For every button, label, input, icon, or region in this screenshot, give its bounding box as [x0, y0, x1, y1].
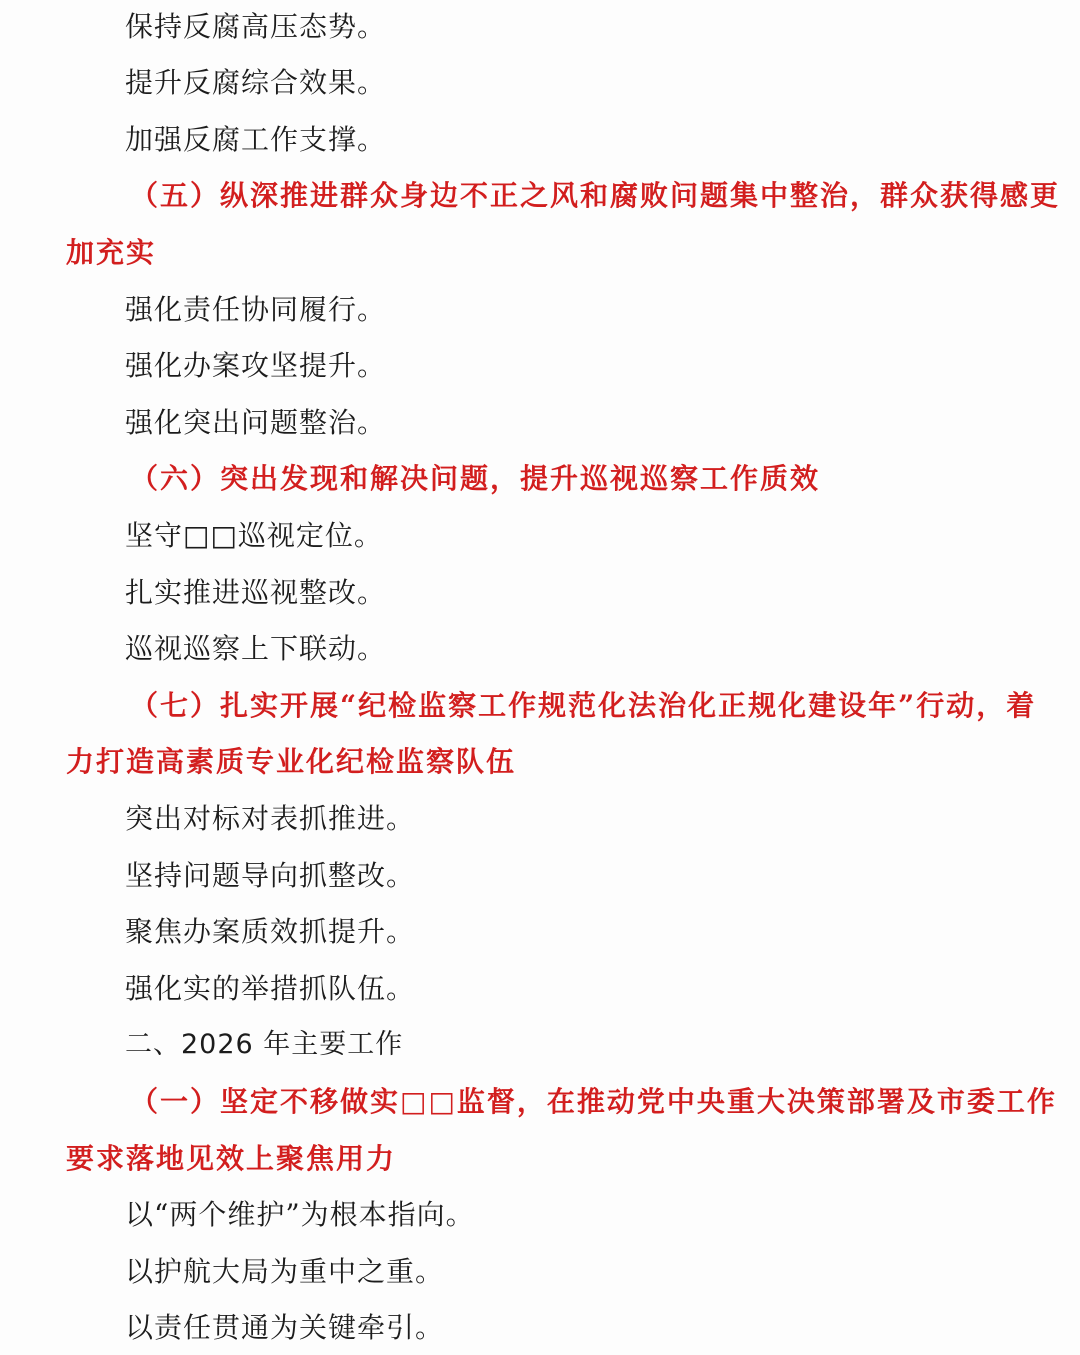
paragraph-line: 强化责任协同履行。	[125, 293, 387, 326]
paragraph-line: 加强反腐工作支撑。	[125, 123, 387, 156]
paragraph-line: 保持反腐高压态势。	[125, 10, 387, 43]
subheading-1: （一）坚定不移做实□□监督，在推动党中央重大决策部署及市委工作	[130, 1085, 1057, 1118]
paragraph-line: 聚焦办案质效抓提升。	[125, 915, 416, 948]
subheading-6: （六）突出发现和解决问题，提升巡视巡察工作质效	[130, 462, 821, 495]
subheading-1-continued: 要求落地见效上聚焦用力	[66, 1142, 397, 1175]
paragraph-line: 提升反腐综合效果。	[125, 66, 387, 99]
subheading-7-continued: 力打造高素质专业化纪检监察队伍	[66, 745, 517, 778]
subheading-7: （七）扎实开展“纪检监察工作规范化法治化正规化建设年”行动，着	[130, 689, 1037, 722]
paragraph-line: 突出对标对表抓推进。	[125, 802, 416, 835]
paragraph-line: 强化实的举措抓队伍。	[125, 972, 416, 1005]
paragraph-line: 巡视巡察上下联动。	[125, 632, 387, 665]
paragraph-line: 以责任贯通为关键牵引。	[125, 1311, 445, 1344]
subheading-5: （五）纵深推进群众身边不正之风和腐败问题集中整治，群众获得感更	[130, 179, 1061, 212]
paragraph-line: 强化突出问题整治。	[125, 406, 387, 439]
subheading-5-continued: 加充实	[66, 236, 157, 269]
paragraph-line: 坚持问题导向抓整改。	[125, 859, 416, 892]
paragraph-line: 强化办案攻坚提升。	[125, 349, 387, 382]
paragraph-line: 坚守□□巡视定位。	[125, 519, 383, 552]
section-heading: 二、2026 年主要工作	[125, 1029, 404, 1060]
paragraph-line: 扎实推进巡视整改。	[125, 576, 387, 609]
paragraph-line: 以“两个维护”为根本指向。	[125, 1198, 475, 1231]
paragraph-line: 以护航大局为重中之重。	[125, 1255, 445, 1288]
